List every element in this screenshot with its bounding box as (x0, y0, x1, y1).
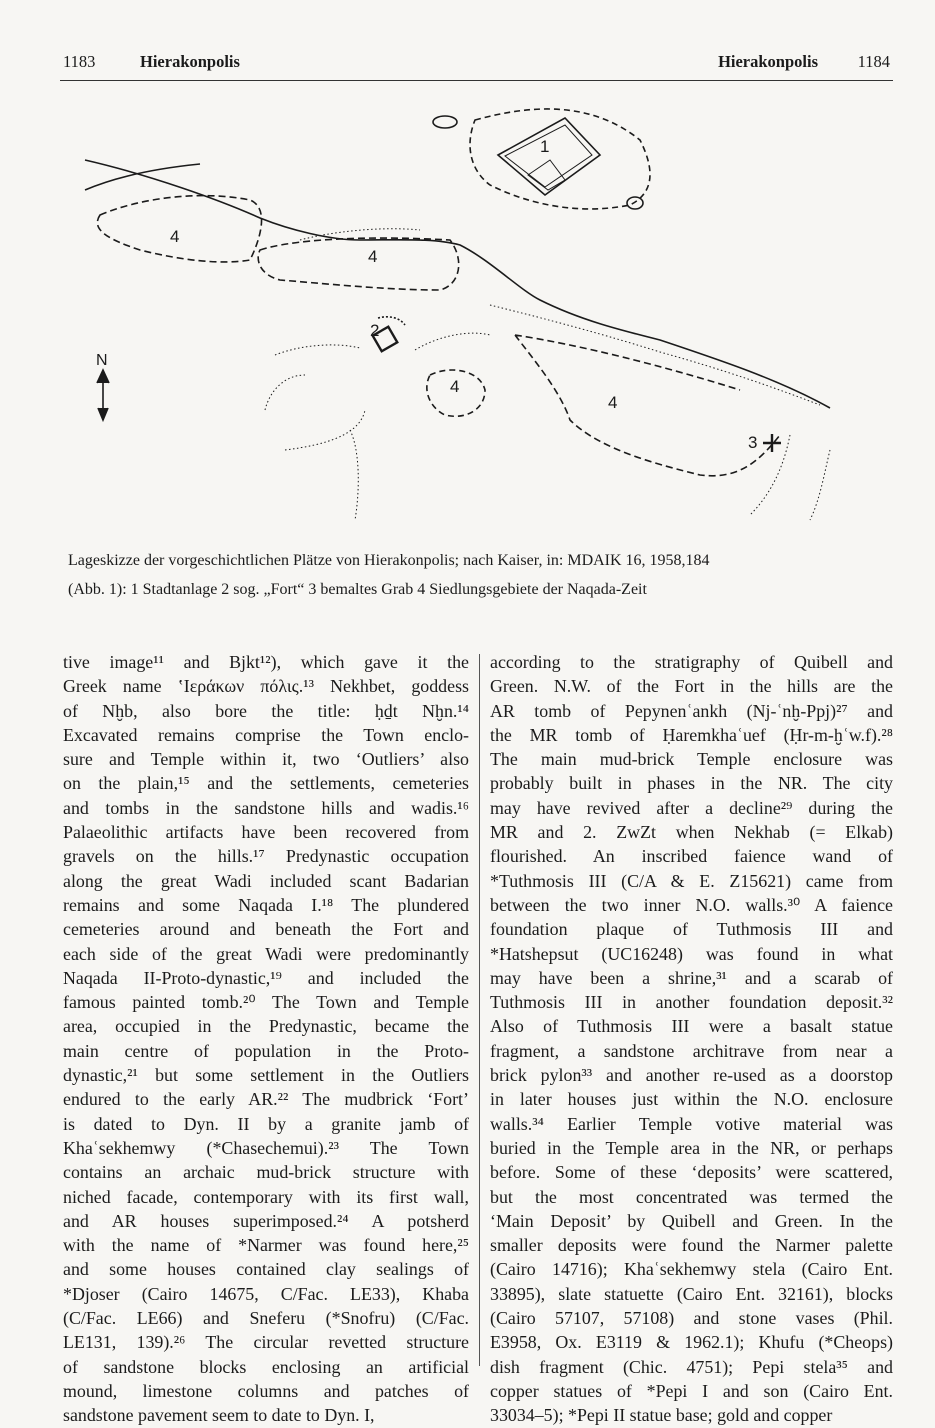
text-line: of sandstone blocks enclosing an artificial (63, 1356, 469, 1377)
label-4-west: 4 (170, 227, 180, 246)
text-line: famous painted tomb.²⁰ The Town and Temple (63, 992, 469, 1013)
text-line: buried in the Temple area in the NR, or perhaps (490, 1137, 893, 1158)
hill-hatching (265, 333, 490, 520)
text-line: smaller deposits were found the Narmer palette (490, 1235, 893, 1256)
text-line: LE131, 139).²⁶ The circular revetted structure (63, 1332, 469, 1353)
text-line: (C/Fac. LE66) and Sneferu (*Snofru) (C/Fac. (63, 1308, 469, 1329)
text-line: of Nḫb, also bore the title: ḥḏt Nḫn.¹⁴ (63, 700, 469, 721)
text-line: niched facade, contemporary with its first wall, (63, 1186, 469, 1207)
column-divider (479, 654, 480, 1366)
text-line: Khaʿsekhemwy (*Chasechemui).²³ The Town (63, 1137, 469, 1158)
text-line: and AR houses superimposed.²⁴ A potsherd (63, 1210, 469, 1231)
text-line: 33034–5); *Pepi II statue base; gold and copper (490, 1405, 833, 1426)
text-line: main centre of population in the Proto- (63, 1040, 469, 1061)
text-line: ‘Main Deposit’ by Quibell and Green. In the (490, 1210, 893, 1231)
text-line: probably built in phases in the NR. The city (490, 773, 893, 794)
north-arrow-icon (97, 370, 109, 420)
text-line: (Cairo 14716); Khaʿsekhemwy stela (Cairo Ent. (490, 1259, 893, 1280)
text-line: remains and some Naqada I.¹⁸ The plundered (63, 894, 469, 915)
caption-line-1: Lageskizze der vorgeschichtlichen Plätze von Hierakonpolis; nach Kaiser, in: MDAIK 16, 1958,184 (68, 552, 710, 569)
text-line: *Hatshepsut (UC16248) was found in what (490, 943, 893, 964)
sketch-map-svg (60, 90, 895, 540)
text-line: Tuthmosis III in another foundation deposit.³² (490, 992, 893, 1013)
running-header (60, 50, 893, 81)
text-line: along the great Wadi included scant Badarian (63, 870, 469, 891)
text-line: gravels on the hills.¹⁷ Predynastic occupation (63, 846, 469, 867)
label-4-small: 4 (450, 377, 460, 396)
text-line: before. Some of these ‘deposits’ were scattered, (490, 1162, 893, 1183)
label-2: 2 (370, 321, 380, 340)
text-line: MR and 2. ZwZt when Nekhab (= Elkab) (490, 822, 893, 843)
settlement-area-east (515, 335, 780, 476)
text-line: is dated to Dyn. II by a granite jamb of (63, 1113, 469, 1134)
text-line: 33895), slate statuette (Cairo Ent. 32161), blocks (490, 1283, 893, 1304)
text-line: each side of the great Wadi were predominantly (63, 943, 469, 964)
text-line: cemeteries around and beneath the Fort and (63, 919, 469, 940)
text-line: the MR tomb of Ḥaremkhaʿuef (Ḥr-m-ḫʿw.f).²⁸ (490, 724, 893, 745)
text-line: E3958, Ox. E3119 & 1962.1); Khufu (*Cheops) (490, 1332, 893, 1353)
text-line: dynastic,²¹ but some settlement in the Outliers (63, 1065, 469, 1086)
text-line: AR tomb of Pepynenʿankh (Nj-ʿnḫ-Ppj)²⁷ and (490, 700, 893, 721)
text-line: flourished. An inscribed faience wand of (490, 846, 893, 867)
text-line: copper statues of *Pepi I and son (Cairo Ent. (490, 1380, 893, 1401)
label-3: 3 (748, 433, 758, 452)
label-4-east: 4 (608, 393, 618, 412)
escarpment-branch (85, 164, 200, 190)
text-line: endured to the early AR.²² The mudbrick ‘Fort’ (63, 1089, 469, 1110)
site-sketch-map (60, 90, 895, 540)
north-label: N (96, 352, 108, 369)
text-line: Greek name ʽΙεράκων πόλις.¹³ Nekhbet, goddess (63, 676, 469, 697)
text-line: foundation plaque of Tuthmosis III and (490, 919, 893, 940)
text-line: may have revived after a decline²⁹ during the (490, 797, 893, 818)
text-line: sure and Temple within it, two ‘Outliers’ also (63, 749, 469, 770)
right-text-column (490, 650, 893, 1428)
label-4-central: 4 (368, 247, 378, 266)
left-text-column (63, 650, 469, 1428)
left-page-number: 1183 (63, 52, 96, 71)
right-page-number: 1184 (857, 52, 890, 71)
text-line: area, occupied in the Predynastic, became the (63, 1016, 469, 1037)
label-1: 1 (540, 137, 550, 156)
text-line: Excavated remains comprise the Town enclo- (63, 724, 469, 745)
settlement-area-central (258, 238, 459, 290)
text-line: may have been a shrine,³¹ and a scarab of (490, 967, 893, 988)
caption-line-2: (Abb. 1): 1 Stadtanlage 2 sog. „Fort“ 3 bemaltes Grab 4 Siedlungsgebiete der Naqada-Zeit (68, 581, 647, 598)
text-line: walls.³⁴ Earlier Temple votive material was (490, 1113, 893, 1134)
text-line: on the plain,¹⁵ and the settlements, cemeteries (63, 773, 469, 794)
hatching-north (300, 229, 820, 405)
text-line: brick pylon³³ and another re-used as a doorstop (490, 1065, 893, 1086)
text-line: sandstone pavement seem to date to Dyn. I, (63, 1405, 375, 1426)
figure-caption (68, 546, 894, 604)
text-line: and tombs in the sandstone hills and wadis.¹⁶ (63, 797, 469, 818)
text-line: Also of Tuthmosis III were a basalt statue (490, 1016, 893, 1037)
text-line: dish fragment (Chic. 4751); Pepi stela³⁵ and (490, 1356, 893, 1377)
text-line: but the most concentrated was termed the (490, 1186, 893, 1207)
text-line: Palaeolithic artifacts have been recovered from (63, 822, 469, 843)
text-line: The main mud-brick Temple enclosure was (490, 749, 893, 770)
right-running-title: Hierakonpolis (718, 52, 818, 71)
escarpment-line (85, 160, 830, 408)
text-line: Naqada II-Proto-dynastic,¹⁹ and included the (63, 967, 469, 988)
text-line: Green. N.W. of the Fort in the hills are the (490, 676, 893, 697)
text-line: *Djoser (Cairo 14675, C/Fac. LE33), Khaba (63, 1283, 469, 1304)
text-line: and some houses contained clay sealings of (63, 1259, 469, 1280)
text-line: tive image¹¹ and Bjkt¹²), which gave it the (63, 652, 469, 672)
town-enclosure (433, 109, 650, 209)
text-line: (Cairo 57107, 57108) and stone vases (Phil. (490, 1308, 893, 1329)
text-line: with the name of *Narmer was found here,²⁵ (63, 1235, 469, 1256)
text-line: in later houses just within the N.O. enclosure (490, 1089, 893, 1110)
settlement-area-west (97, 196, 261, 262)
text-line: according to the stratigraphy of Quibell and (490, 652, 893, 672)
text-line: mound, limestone columns and patches of (63, 1380, 469, 1401)
east-wadi-hatching (750, 435, 830, 520)
text-line: *Tuthmosis III (C/A & E. Z15621) came from (490, 870, 893, 891)
text-line: between the two inner N.O. walls.³⁰ A faience (490, 894, 893, 915)
text-line: fragment, a sandstone architrave from near a (490, 1040, 893, 1061)
text-line: contains an archaic mud-brick structure with (63, 1162, 469, 1183)
left-running-title: Hierakonpolis (140, 52, 240, 71)
